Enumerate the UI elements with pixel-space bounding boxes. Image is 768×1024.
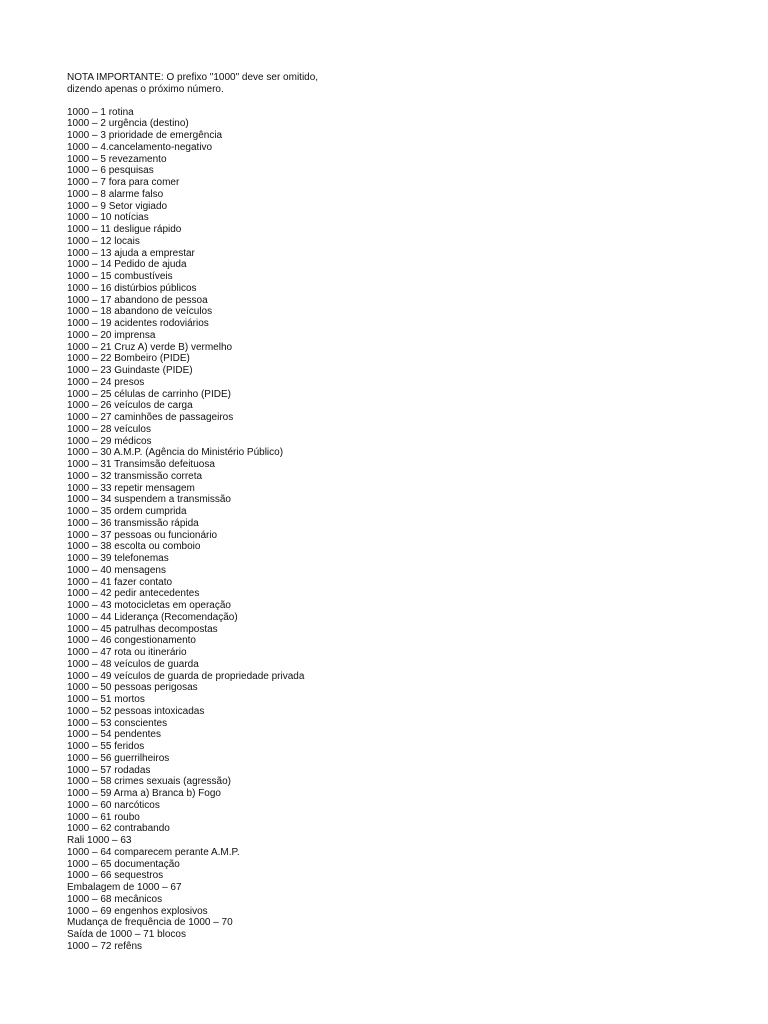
code-list-item: 1000 – 7 fora para comer bbox=[67, 177, 180, 188]
code-list-item: 1000 – 33 repetir mensagem bbox=[67, 482, 195, 494]
code-list-item: Rali 1000 – 63 bbox=[67, 835, 132, 846]
code-list-item: 1000 – 21 Cruz A) verde B) vermelho bbox=[67, 341, 233, 353]
code-list-item: 1000 – 46 congestionamento bbox=[67, 635, 196, 647]
code-list-item: 1000 – 68 mecânicos bbox=[67, 893, 163, 905]
code-list-item: 1000 – 69 engenhos explosivos bbox=[67, 905, 208, 917]
code-list-item: 1000 – 19 acidentes rodoviários bbox=[67, 318, 209, 329]
code-list-item: 1000 – 41 fazer contato bbox=[67, 576, 173, 588]
code-list-item: 1000 – 16 distúrbios públicos bbox=[67, 282, 197, 294]
code-list-item: 1000 – 62 contrabando bbox=[67, 823, 170, 835]
code-list-item: 1000 – 34 suspendem a transmissão bbox=[67, 494, 231, 506]
code-list-item: 1000 – 10 notícias bbox=[67, 212, 149, 224]
note-line-1: NOTA IMPORTANTE: O prefixo "1000" deve ser omitido, bbox=[67, 72, 319, 83]
code-list-item: 1000 – 32 transmissão correta bbox=[67, 470, 203, 482]
code-list-item: 1000 – 31 Transimsão defeituosa bbox=[67, 459, 215, 470]
document-body bbox=[67, 72, 747, 953]
code-list-item: 1000 – 58 crimes sexuais (agressão) bbox=[67, 776, 231, 788]
code-list-item: 1000 – 49 veículos de guarda de propriedade privada bbox=[67, 670, 305, 682]
code-list-item: 1000 – 12 locais bbox=[67, 235, 140, 247]
code-list-item: 1000 – 28 veículos bbox=[67, 423, 151, 435]
code-list-item: 1000 – 36 transmissão rápida bbox=[67, 517, 199, 529]
code-list-item: 1000 – 26 veículos de carga bbox=[67, 400, 193, 412]
code-list-item: 1000 – 47 rota ou itinerário bbox=[67, 647, 187, 658]
code-list-item: 1000 – 65 documentação bbox=[67, 858, 180, 870]
code-list-item: 1000 – 57 rodadas bbox=[67, 764, 151, 776]
code-list-item: 1000 – 3 prioridade de emergência bbox=[67, 130, 223, 141]
code-list-item: Mudança de frequência de 1000 – 70 bbox=[67, 917, 233, 929]
code-list-item: 1000 – 18 abandono de veículos bbox=[67, 306, 213, 318]
code-list-item: 1000 – 13 ajuda a emprestar bbox=[67, 247, 195, 259]
code-list-item: 1000 – 52 pessoas intoxicadas bbox=[67, 705, 205, 717]
code-list-item: 1000 – 9 Setor vigiado bbox=[67, 200, 168, 212]
code-list-item: 1000 – 30 A.M.P. (Agência do Ministério Público) bbox=[67, 447, 284, 459]
note-line-2: dizendo apenas o próximo número. bbox=[67, 83, 224, 95]
code-list-item: 1000 – 11 desligue rápido bbox=[67, 224, 182, 235]
code-list-item: 1000 – 48 veículos de guarda bbox=[67, 658, 199, 670]
important-note bbox=[67, 72, 747, 96]
code-list-item: 1000 – 20 imprensa bbox=[67, 329, 156, 341]
code-list-item: 1000 – 37 pessoas ou funcionário bbox=[67, 529, 218, 541]
code-list-item: 1000 – 51 mortos bbox=[67, 694, 145, 705]
code-list-item: 1000 – 14 Pedido de ajuda bbox=[67, 259, 187, 271]
code-list-item: 1000 – 17 abandono de pessoa bbox=[67, 294, 208, 306]
code-list-item: 1000 – 22 Bombeiro (PIDE) bbox=[67, 353, 190, 365]
code-list-item: 1000 – 53 conscientes bbox=[67, 717, 168, 729]
code-list-item: 1000 – 60 narcóticos bbox=[67, 799, 160, 811]
code-list-item: 1000 – 44 Liderança (Recomendação) bbox=[67, 611, 238, 623]
code-list-item: 1000 – 42 pedir antecedentes bbox=[67, 588, 200, 600]
code-list-item: 1000 – 50 pessoas perigosas bbox=[67, 682, 198, 694]
code-list-item: 1000 – 8 alarme falso bbox=[67, 188, 164, 200]
code-list-item: 1000 – 1 rotina bbox=[67, 106, 134, 118]
code-list-item: 1000 – 38 escolta ou comboio bbox=[67, 541, 201, 553]
code-list-item: 1000 – 59 Arma a) Branca b) Fogo bbox=[67, 788, 221, 799]
code-list-item: 1000 – 55 feridos bbox=[67, 741, 145, 752]
code-list-item: 1000 – 35 ordem cumprida bbox=[67, 506, 187, 517]
code-list-item: 1000 – 54 pendentes bbox=[67, 729, 161, 741]
code-list-item: 1000 – 39 telefonemas bbox=[67, 553, 169, 564]
code-list-item: 1000 – 15 combustíveis bbox=[67, 271, 173, 282]
code-list-item: 1000 – 2 urgência (destino) bbox=[67, 118, 189, 130]
code-list-item: 1000 – 6 pesquisas bbox=[67, 165, 154, 177]
code-list-item: 1000 – 43 motocicletas em operação bbox=[67, 600, 231, 611]
code-list-item: 1000 – 64 comparecem perante A.M.P. bbox=[67, 846, 240, 858]
code-list-item: Embalagem de 1000 – 67 bbox=[67, 882, 182, 893]
code-list-item: 1000 – 23 Guindaste (PIDE) bbox=[67, 365, 193, 376]
code-list-item: 1000 – 4.cancelamento-negativo bbox=[67, 141, 213, 153]
code-list-item: 1000 – 61 roubo bbox=[67, 811, 140, 823]
code-list-item: 1000 – 5 revezamento bbox=[67, 153, 167, 165]
code-list-item: 1000 – 27 caminhões de passageiros bbox=[67, 412, 234, 423]
code-list bbox=[67, 107, 747, 953]
code-list-item: 1000 – 45 patrulhas decompostas bbox=[67, 623, 218, 635]
code-list-item: 1000 – 66 sequestros bbox=[67, 870, 164, 882]
code-list-item: 1000 – 56 guerrilheiros bbox=[67, 752, 170, 764]
code-list-item: 1000 – 25 células de carrinho (PIDE) bbox=[67, 388, 231, 400]
code-list-item: 1000 – 29 médicos bbox=[67, 435, 152, 447]
code-list-item: 1000 – 24 presos bbox=[67, 376, 145, 388]
code-list-item: 1000 – 40 mensagens bbox=[67, 564, 166, 576]
code-list-item: Saída de 1000 – 71 blocos bbox=[67, 929, 186, 940]
code-list-item: 1000 – 72 refêns bbox=[67, 940, 143, 952]
